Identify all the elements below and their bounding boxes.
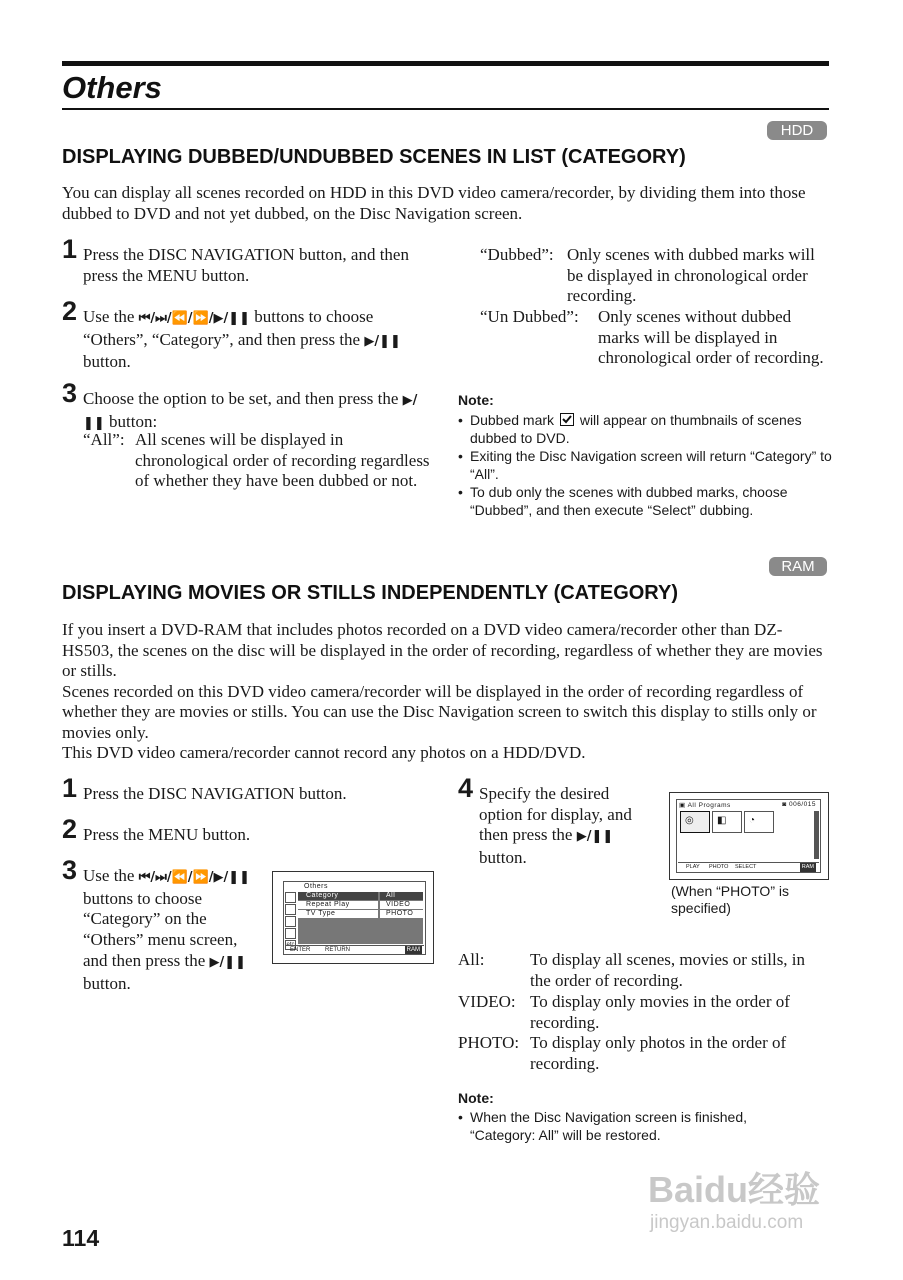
- menu-list: [298, 892, 423, 944]
- menu-side-icons: [285, 892, 296, 948]
- note-item: [458, 447, 833, 483]
- step-text-cont: buttons to choose “Others”, “Category”, and then press the: [83, 307, 374, 349]
- menu-row-repeat-play[interactable]: Repeat Play: [298, 901, 378, 909]
- step-text-end: button:: [104, 411, 158, 431]
- chapter-title: Others: [62, 70, 162, 105]
- play-label: PLAY: [686, 864, 700, 870]
- note-text: Dubbed mark: [470, 412, 558, 428]
- option-term: PHOTO:: [458, 1033, 520, 1052]
- nav-counter-text: 006/015: [789, 801, 816, 808]
- step-number: 4: [458, 773, 474, 803]
- option-term: All:: [458, 950, 485, 969]
- others-menu-screenshot: [272, 871, 434, 964]
- play-pause-icon: ▶/❚❚: [364, 333, 401, 349]
- play-pause-icon: ▶/❚❚: [209, 954, 247, 970]
- option-term: “Un Dubbed”:: [480, 307, 579, 326]
- etc-icon: etc: [286, 942, 295, 948]
- select-label: SELECT: [735, 864, 757, 870]
- step-text: Specify the desired option for display, and then press the: [479, 784, 632, 845]
- step-text: Use the: [83, 866, 139, 885]
- step-number: 3: [62, 855, 78, 885]
- step-number: 3: [62, 378, 78, 408]
- option-term: “All”:: [83, 430, 125, 449]
- enter-label: ENTER: [290, 947, 311, 953]
- return-label: RETURN: [325, 947, 350, 953]
- menu-row-category[interactable]: Category: [298, 892, 378, 900]
- ram-label: RAM: [801, 864, 814, 870]
- list-icon: [285, 904, 296, 915]
- menu-row-tv-type[interactable]: TV Type: [298, 910, 378, 918]
- step-text-cont: buttons to choose “Category” on the “Others” menu screen, and then press the: [83, 888, 238, 970]
- camera-icon: ◙: [782, 801, 789, 808]
- nav-title: [679, 801, 731, 809]
- section1-title: DISPLAYING DUBBED/UNDUBBED SCENES IN LIST (CATEGORY): [62, 146, 686, 168]
- nav-buttons-icon: ⏮/⏭/⏪/⏩/▶/❚❚: [138, 311, 251, 326]
- paragraph: Scenes recorded on this DVD video camera/recorder will be displayed in the order of recording regardless of whether they are movies or stills. You can use the Disc Navigation screen to switch this display to stills only or movies only.: [62, 681, 817, 742]
- disc-icon: [285, 916, 296, 927]
- step-number: 1: [62, 773, 78, 803]
- note-item: [458, 411, 833, 447]
- photo-thumb-icon: ◎: [685, 815, 694, 826]
- menu-footer: [285, 945, 424, 954]
- step-number: 2: [62, 296, 78, 326]
- media-badge-ram: RAM: [769, 557, 827, 576]
- step-text: Use the: [83, 307, 139, 326]
- menu-option-video[interactable]: VIDEO: [380, 901, 423, 909]
- menu-option-all[interactable]: All: [380, 892, 423, 900]
- nav-counter: [782, 801, 816, 808]
- note-text-cont: will appear on thumbnails of scenes dubbed to DVD.: [470, 412, 802, 446]
- step-number: 2: [62, 814, 78, 844]
- option-term: VIDEO:: [458, 992, 516, 1011]
- step-text-end: button.: [83, 973, 131, 993]
- step-text-end: button.: [479, 848, 527, 868]
- s2-notes: [458, 1108, 798, 1144]
- option-term: “Dubbed”:: [480, 245, 554, 264]
- play-pause-icon: ▶/❚❚: [83, 393, 418, 431]
- menu-option-photo[interactable]: PHOTO: [380, 910, 423, 918]
- ram-label: RAM: [406, 947, 420, 953]
- s1-note-title: Note:: [458, 392, 494, 408]
- header-rule-thick: [62, 61, 829, 66]
- baidu-watermark-url: jingyan.baidu.com: [650, 1212, 804, 1233]
- nav-footer: [678, 862, 819, 872]
- screen-caption: (When “PHOTO” is specified): [671, 883, 789, 916]
- step-text: Press the DISC NAVIGATION button, and then press the MENU button.: [83, 245, 409, 285]
- thumbnail[interactable]: [680, 811, 710, 833]
- section1-intro: You can display all scenes recorded on HDD in this DVD video camera/recorder, by dividing them into those dubbed to DVD and not yet dubbed, on the Disc Navigation screen.: [62, 183, 806, 223]
- header-rule-thin: [62, 108, 829, 110]
- s1-notes: [458, 411, 833, 519]
- option-desc: All scenes will be displayed in chronological order of recording regardless of whether they have been dubbed or not.: [135, 430, 430, 491]
- baidu-watermark-logo: Baidu经验: [648, 1169, 821, 1210]
- disc-navigation-screenshot: [669, 792, 829, 880]
- play-pause-icon: ▶/❚❚: [576, 829, 614, 845]
- page-number: 114: [62, 1225, 100, 1251]
- note-text: To dub only the scenes with dubbed marks, choose “Dubbed”, and then execute “Select” dubbing.: [470, 484, 788, 518]
- option-desc: Only scenes with dubbed marks will be displayed in chronological order recording.: [567, 245, 815, 306]
- dubbed-mark-icon: [560, 413, 574, 426]
- nav-buttons-icon: ⏮/⏭/⏪/⏩/▶/❚❚: [138, 870, 251, 885]
- step-text: Press the DISC NAVIGATION button.: [83, 784, 347, 803]
- option-desc: To display all scenes, movies or stills, in the order of recording.: [530, 950, 806, 990]
- paragraph: If you insert a DVD-RAM that includes photos recorded on a DVD video camera/recorder other than DZ-HS503, the scenes on the disc will be displayed in the order of recording, regardless of whether they are movies or stills.: [62, 620, 823, 680]
- note-item: • When the Disc Navigation screen is finished, “Category: All” will be restored.: [458, 1108, 798, 1144]
- scrollbar[interactable]: [814, 811, 819, 859]
- photo-thumb-icon: ◔: [749, 815, 756, 826]
- paragraph: This DVD video camera/recorder cannot record any photos on a HDD/DVD.: [62, 743, 586, 762]
- note-item: [458, 483, 833, 519]
- section2-intro: [62, 620, 832, 764]
- media-badge-hdd: HDD: [767, 121, 827, 140]
- step-text-end: button.: [83, 352, 131, 372]
- option-desc: Only scenes without dubbed marks will be displayed in chronological order of recording.: [598, 307, 824, 368]
- s2-note-title: Note:: [458, 1090, 494, 1106]
- section2-title: DISPLAYING MOVIES OR STILLS INDEPENDENTLY (CATEGORY): [62, 582, 679, 604]
- camera-icon: [285, 892, 296, 903]
- note-text: Exiting the Disc Navigation screen will return “Category” to “All”.: [470, 448, 832, 482]
- menu-panel: [283, 881, 426, 955]
- nav-panel: [676, 799, 821, 873]
- photo-icon: ▣: [679, 802, 688, 809]
- thumbnail[interactable]: [744, 811, 774, 833]
- thumbnail[interactable]: [712, 811, 742, 833]
- menu-title: Others: [304, 883, 329, 890]
- step-text: Choose the option to be set, and then press the: [83, 389, 403, 408]
- step-number: 1: [62, 234, 78, 264]
- option-desc: To display only movies in the order of recording.: [530, 992, 790, 1032]
- photo-thumb-icon: ◧: [717, 815, 727, 826]
- step-text: Press the MENU button.: [83, 825, 251, 844]
- settings-icon: [285, 928, 296, 939]
- nav-title-text: All Programs: [687, 802, 731, 809]
- photo-label: PHOTO: [709, 864, 729, 870]
- option-desc: To display only photos in the order of recording.: [530, 1033, 787, 1073]
